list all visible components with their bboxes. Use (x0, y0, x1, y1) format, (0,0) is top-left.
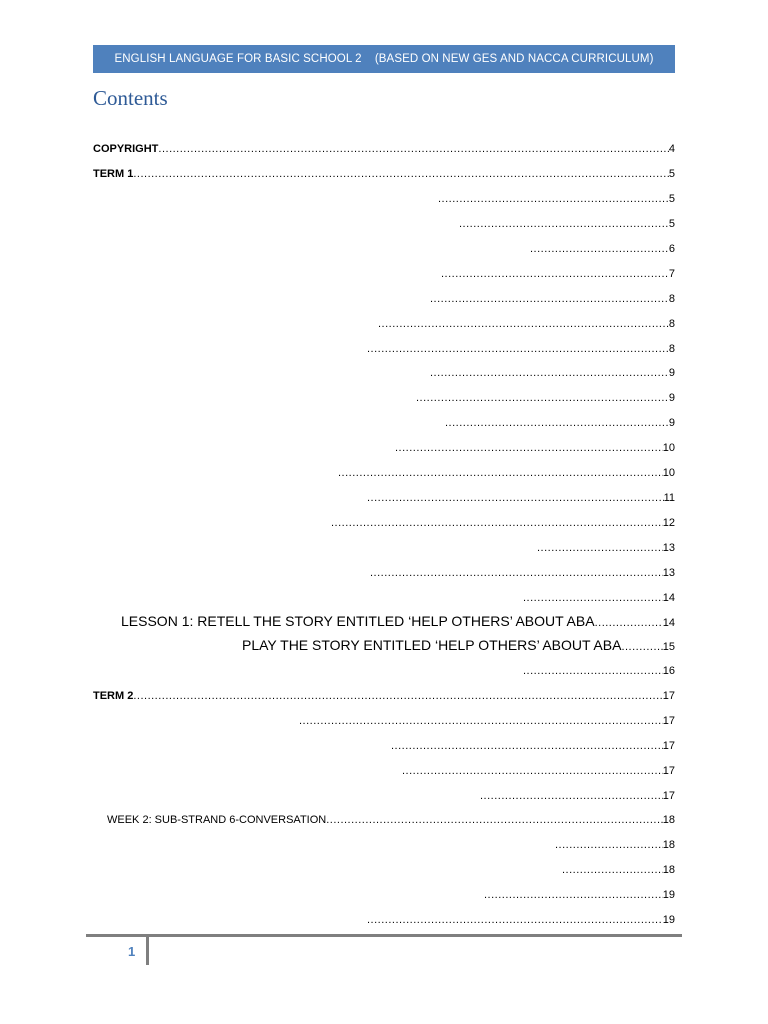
toc-entry-label: PLAY THE STORY ENTITLED ‘HELP OTHERS’ ABOUT ABA (242, 637, 622, 653)
toc-leader-dots (595, 617, 663, 629)
toc-entry-page: 12 (662, 517, 675, 529)
toc-leader-dots (370, 567, 663, 579)
toc-entry-label: COPYRIGHT (93, 143, 159, 155)
toc-leader-dots (562, 864, 663, 876)
toc-leader-dots (484, 889, 663, 901)
toc-entry[interactable] (480, 786, 675, 802)
toc-entry[interactable] (530, 239, 675, 255)
toc-leader-dots (445, 417, 669, 429)
toc-entry-page: 18 (662, 814, 675, 826)
toc-entry[interactable] (370, 563, 675, 579)
toc-entry[interactable] (391, 736, 675, 752)
toc-leader-dots (158, 143, 668, 155)
toc-leader-dots (402, 765, 663, 777)
toc-entry-page: 16 (662, 665, 675, 677)
toc-entry-page: 17 (662, 740, 675, 752)
toc-entry-page: 4 (668, 143, 675, 155)
toc-leader-dots (378, 318, 669, 330)
toc-entry-page: 19 (662, 914, 675, 926)
toc-entry[interactable] (331, 513, 675, 529)
toc-entry[interactable] (299, 711, 675, 727)
toc-entry[interactable] (402, 761, 675, 777)
toc-entry-page: 5 (668, 193, 675, 205)
toc-leader-dots (416, 392, 669, 404)
toc-entry-page: 7 (668, 268, 675, 280)
toc-entry[interactable] (523, 661, 675, 677)
toc-entry-page: 8 (668, 318, 675, 330)
toc-entry-page: 14 (662, 592, 675, 604)
toc-entry-page: 8 (668, 343, 675, 355)
toc-leader-dots (523, 665, 663, 677)
toc-entry-page: 17 (662, 765, 675, 777)
toc-leader-dots (430, 367, 669, 379)
toc-entry-page: 18 (662, 839, 675, 851)
toc-entry-page: 10 (662, 442, 675, 454)
toc-leader-dots (555, 839, 663, 851)
toc-entry-page: 9 (668, 367, 675, 379)
toc-leader-dots (367, 492, 664, 504)
toc-entry[interactable] (395, 438, 675, 454)
toc-entry-page: 10 (662, 467, 675, 479)
toc-entry-week-2[interactable] (107, 810, 675, 826)
toc-leader-dots (367, 914, 663, 926)
toc-entry-page: 17 (662, 690, 675, 702)
toc-entry-page: 19 (662, 889, 675, 901)
footer-divider (146, 937, 149, 965)
toc-leader-dots (133, 168, 669, 180)
toc-entry[interactable] (430, 289, 675, 305)
toc-leader-dots (621, 641, 662, 653)
toc-leader-dots (331, 517, 663, 529)
footer-rule (86, 934, 682, 937)
toc-entry[interactable] (484, 885, 675, 901)
toc-entry-page: 17 (662, 790, 675, 802)
toc-entry-page: 18 (662, 864, 675, 876)
toc-leader-dots (395, 442, 663, 454)
toc-entry-page: 5 (668, 218, 675, 230)
toc-entry[interactable] (562, 860, 675, 876)
toc-entry-copyright[interactable] (93, 139, 675, 155)
toc-leader-dots (299, 715, 663, 727)
toc-entry[interactable] (555, 835, 675, 851)
running-header-text: ENGLISH LANGUAGE FOR BASIC SCHOOL 2 (BASED ON NEW GES AND NACCA CURRICULUM) (114, 53, 654, 65)
toc-entry-page: 15 (662, 641, 675, 653)
toc-leader-dots (480, 790, 663, 802)
toc-entry-page: 13 (662, 567, 675, 579)
toc-leader-dots (523, 592, 663, 604)
toc-leader-dots (430, 293, 669, 305)
page-number: 1 (128, 944, 136, 959)
toc-entry-page: 17 (662, 715, 675, 727)
toc-entry-page: 11 (663, 492, 675, 504)
toc-entry[interactable] (445, 413, 675, 429)
toc-entry-label: TERM 2 (93, 690, 134, 702)
toc-leader-dots (438, 193, 669, 205)
toc-entry-term-1[interactable] (93, 164, 675, 180)
toc-entry[interactable] (367, 339, 675, 355)
toc-leader-dots (391, 740, 663, 752)
toc-entry-page: 9 (668, 392, 675, 404)
toc-entry-page: 14 (662, 617, 675, 629)
toc-entry-page: 9 (668, 417, 675, 429)
toc-leader-dots (367, 343, 669, 355)
toc-entry-page: 8 (668, 293, 675, 305)
toc-entry-label: WEEK 2: SUB-STRAND 6-CONVERSATION (107, 814, 327, 826)
toc-entry-label: TERM 1 (93, 168, 134, 180)
toc-leader-dots (459, 218, 669, 230)
toc-leader-dots (326, 814, 663, 826)
toc-entry[interactable] (416, 388, 675, 404)
toc-entry[interactable] (441, 264, 675, 280)
toc-leader-dots (537, 542, 663, 554)
toc-entry-term-2[interactable] (93, 686, 675, 702)
toc-leader-dots (441, 268, 669, 280)
toc-entry[interactable] (430, 363, 675, 379)
toc-entry[interactable] (367, 910, 675, 926)
toc-leader-dots (133, 690, 662, 702)
toc-entry-page: 13 (662, 542, 675, 554)
toc-entry-page: 5 (668, 168, 675, 180)
toc-entry-play-story[interactable] (242, 634, 675, 653)
toc-entry-label: LESSON 1: RETELL THE STORY ENTITLED ‘HELP OTHERS’ ABOUT ABA (121, 613, 595, 629)
toc-entry[interactable] (367, 488, 675, 504)
toc-entry[interactable] (338, 463, 675, 479)
toc-entry[interactable] (378, 314, 675, 330)
toc-entry[interactable] (537, 538, 675, 554)
toc-entry-page: 6 (668, 243, 675, 255)
toc-leader-dots (530, 243, 669, 255)
toc-entry[interactable] (459, 214, 675, 230)
page-title: Contents (93, 86, 168, 110)
toc-entry[interactable] (523, 588, 675, 604)
toc-entry[interactable] (438, 189, 675, 205)
toc-leader-dots (338, 467, 663, 479)
toc-entry-lesson-1[interactable] (121, 610, 675, 629)
